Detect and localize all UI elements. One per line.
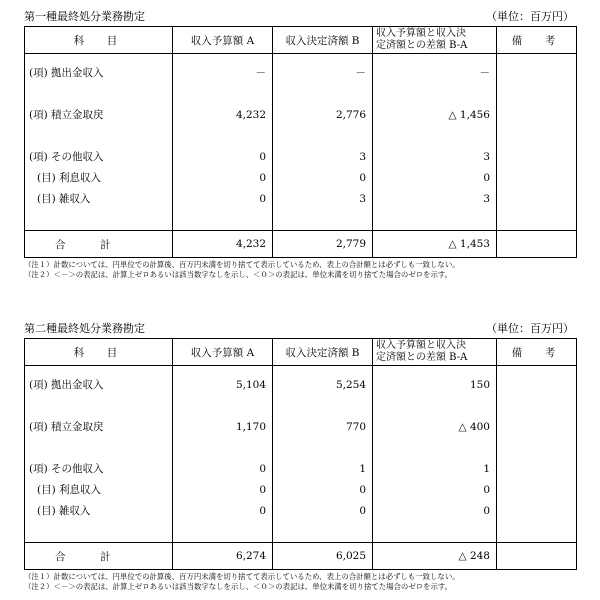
total-difference: △ 248 bbox=[373, 543, 497, 570]
table-row bbox=[25, 416, 577, 437]
row-name: (項) 積立金取戻 bbox=[25, 104, 173, 125]
header-difference-line1: 収入予算額と収入決 bbox=[376, 340, 466, 351]
account-section-2 bbox=[24, 322, 576, 592]
row-remarks bbox=[497, 188, 577, 209]
row-name: (目) 雑収入 bbox=[25, 188, 173, 209]
row-budget: 1,170 bbox=[173, 416, 273, 437]
row-remarks bbox=[497, 458, 577, 479]
row-decided: 3 bbox=[273, 188, 373, 209]
row-name: (目) 利息収入 bbox=[25, 167, 173, 188]
table-row bbox=[25, 188, 577, 209]
header-decided: 収入決定済額 B bbox=[273, 339, 373, 366]
row-remarks bbox=[497, 167, 577, 188]
row-decided: 5,254 bbox=[273, 374, 373, 395]
table-row bbox=[25, 479, 577, 500]
row-difference: 3 bbox=[373, 188, 497, 209]
footnote-1: （注１）計数については、円単位での計算後、百万円未満を切り捨てて表示しているため、表上の合計額とは必ずしも一致しない。 bbox=[24, 572, 460, 581]
unit-label: （単位：百万円） bbox=[486, 10, 574, 23]
total-decided: 2,779 bbox=[273, 231, 373, 258]
header-difference bbox=[373, 339, 497, 366]
table-header-row bbox=[25, 339, 577, 366]
footnote-2: （注２）＜－＞の表記は、計算上ゼロあるいは該当数字なしを示し、＜０＞の表記は、単位未満を切り捨てた場合のゼロを示す。 bbox=[24, 582, 453, 591]
footnotes bbox=[24, 260, 576, 280]
total-difference: △ 1,453 bbox=[373, 231, 497, 258]
account-section-1 bbox=[24, 10, 576, 280]
row-difference: － bbox=[373, 62, 497, 83]
row-budget: － bbox=[173, 62, 273, 83]
header-difference-line1: 収入予算額と収入決 bbox=[376, 28, 466, 39]
total-row bbox=[25, 231, 577, 258]
row-difference: 1 bbox=[373, 458, 497, 479]
header-remarks: 備 考 bbox=[497, 27, 577, 54]
row-remarks bbox=[497, 479, 577, 500]
row-decided: 2,776 bbox=[273, 104, 373, 125]
total-label: 合 計 bbox=[25, 543, 173, 570]
table-row bbox=[25, 104, 577, 125]
total-remarks bbox=[497, 543, 577, 570]
footnote-2: （注２）＜－＞の表記は、計算上ゼロあるいは該当数字なしを示し、＜０＞の表記は、単位未満を切り捨てた場合のゼロを示す。 bbox=[24, 270, 453, 279]
header-budget: 収入予算額 A bbox=[173, 27, 273, 54]
row-remarks bbox=[497, 62, 577, 83]
row-difference: 3 bbox=[373, 146, 497, 167]
row-difference: 0 bbox=[373, 167, 497, 188]
section-header bbox=[24, 10, 576, 24]
table-row bbox=[25, 500, 577, 521]
row-name: (項) 積立金取戻 bbox=[25, 416, 173, 437]
row-budget: 0 bbox=[173, 167, 273, 188]
footnote-1: （注１）計数については、円単位での計算後、百万円未満を切り捨てて表示しているため、表上の合計額とは必ずしも一致しない。 bbox=[24, 260, 460, 269]
row-difference: 150 bbox=[373, 374, 497, 395]
row-budget: 4,232 bbox=[173, 104, 273, 125]
header-difference-line2: 定済額との差額 B-A bbox=[376, 352, 468, 363]
table-row bbox=[25, 167, 577, 188]
row-remarks bbox=[497, 500, 577, 521]
footnotes bbox=[24, 572, 576, 592]
row-budget: 5,104 bbox=[173, 374, 273, 395]
row-name: (項) その他収入 bbox=[25, 146, 173, 167]
row-decided: 0 bbox=[273, 167, 373, 188]
row-budget: 0 bbox=[173, 458, 273, 479]
row-name: (目) 利息収入 bbox=[25, 479, 173, 500]
row-remarks bbox=[497, 104, 577, 125]
total-remarks bbox=[497, 231, 577, 258]
row-decided: － bbox=[273, 62, 373, 83]
row-budget: 0 bbox=[173, 188, 273, 209]
total-budget: 6,274 bbox=[173, 543, 273, 570]
total-row bbox=[25, 543, 577, 570]
row-name: (目) 雑収入 bbox=[25, 500, 173, 521]
row-decided: 3 bbox=[273, 146, 373, 167]
table-row bbox=[25, 374, 577, 395]
total-label: 合 計 bbox=[25, 231, 173, 258]
header-item: 科 目 bbox=[25, 339, 173, 366]
row-decided: 0 bbox=[273, 479, 373, 500]
row-name: (項) 拠出金収入 bbox=[25, 62, 173, 83]
revenue-table bbox=[24, 338, 577, 570]
table-header-row bbox=[25, 27, 577, 54]
account-title: 第一種最終処分業務勘定 bbox=[24, 10, 145, 23]
row-difference: △ 400 bbox=[373, 416, 497, 437]
table-row bbox=[25, 62, 577, 83]
table-row bbox=[25, 458, 577, 479]
row-difference: 0 bbox=[373, 500, 497, 521]
row-remarks bbox=[497, 146, 577, 167]
account-title: 第二種最終処分業務勘定 bbox=[24, 322, 145, 335]
total-decided: 6,025 bbox=[273, 543, 373, 570]
header-difference bbox=[373, 27, 497, 54]
row-remarks bbox=[497, 416, 577, 437]
row-budget: 0 bbox=[173, 146, 273, 167]
header-budget: 収入予算額 A bbox=[173, 339, 273, 366]
table-row bbox=[25, 146, 577, 167]
row-difference: 0 bbox=[373, 479, 497, 500]
row-decided: 0 bbox=[273, 500, 373, 521]
row-decided: 770 bbox=[273, 416, 373, 437]
row-name: (項) 拠出金収入 bbox=[25, 374, 173, 395]
row-budget: 0 bbox=[173, 500, 273, 521]
header-item: 科 目 bbox=[25, 27, 173, 54]
row-decided: 1 bbox=[273, 458, 373, 479]
header-remarks: 備 考 bbox=[497, 339, 577, 366]
row-budget: 0 bbox=[173, 479, 273, 500]
total-budget: 4,232 bbox=[173, 231, 273, 258]
row-difference: △ 1,456 bbox=[373, 104, 497, 125]
row-remarks bbox=[497, 374, 577, 395]
row-name: (項) その他収入 bbox=[25, 458, 173, 479]
header-difference-line2: 定済額との差額 B-A bbox=[376, 40, 468, 51]
revenue-table bbox=[24, 26, 577, 258]
unit-label: （単位：百万円） bbox=[486, 322, 574, 335]
header-decided: 収入決定済額 B bbox=[273, 27, 373, 54]
section-header bbox=[24, 322, 576, 336]
